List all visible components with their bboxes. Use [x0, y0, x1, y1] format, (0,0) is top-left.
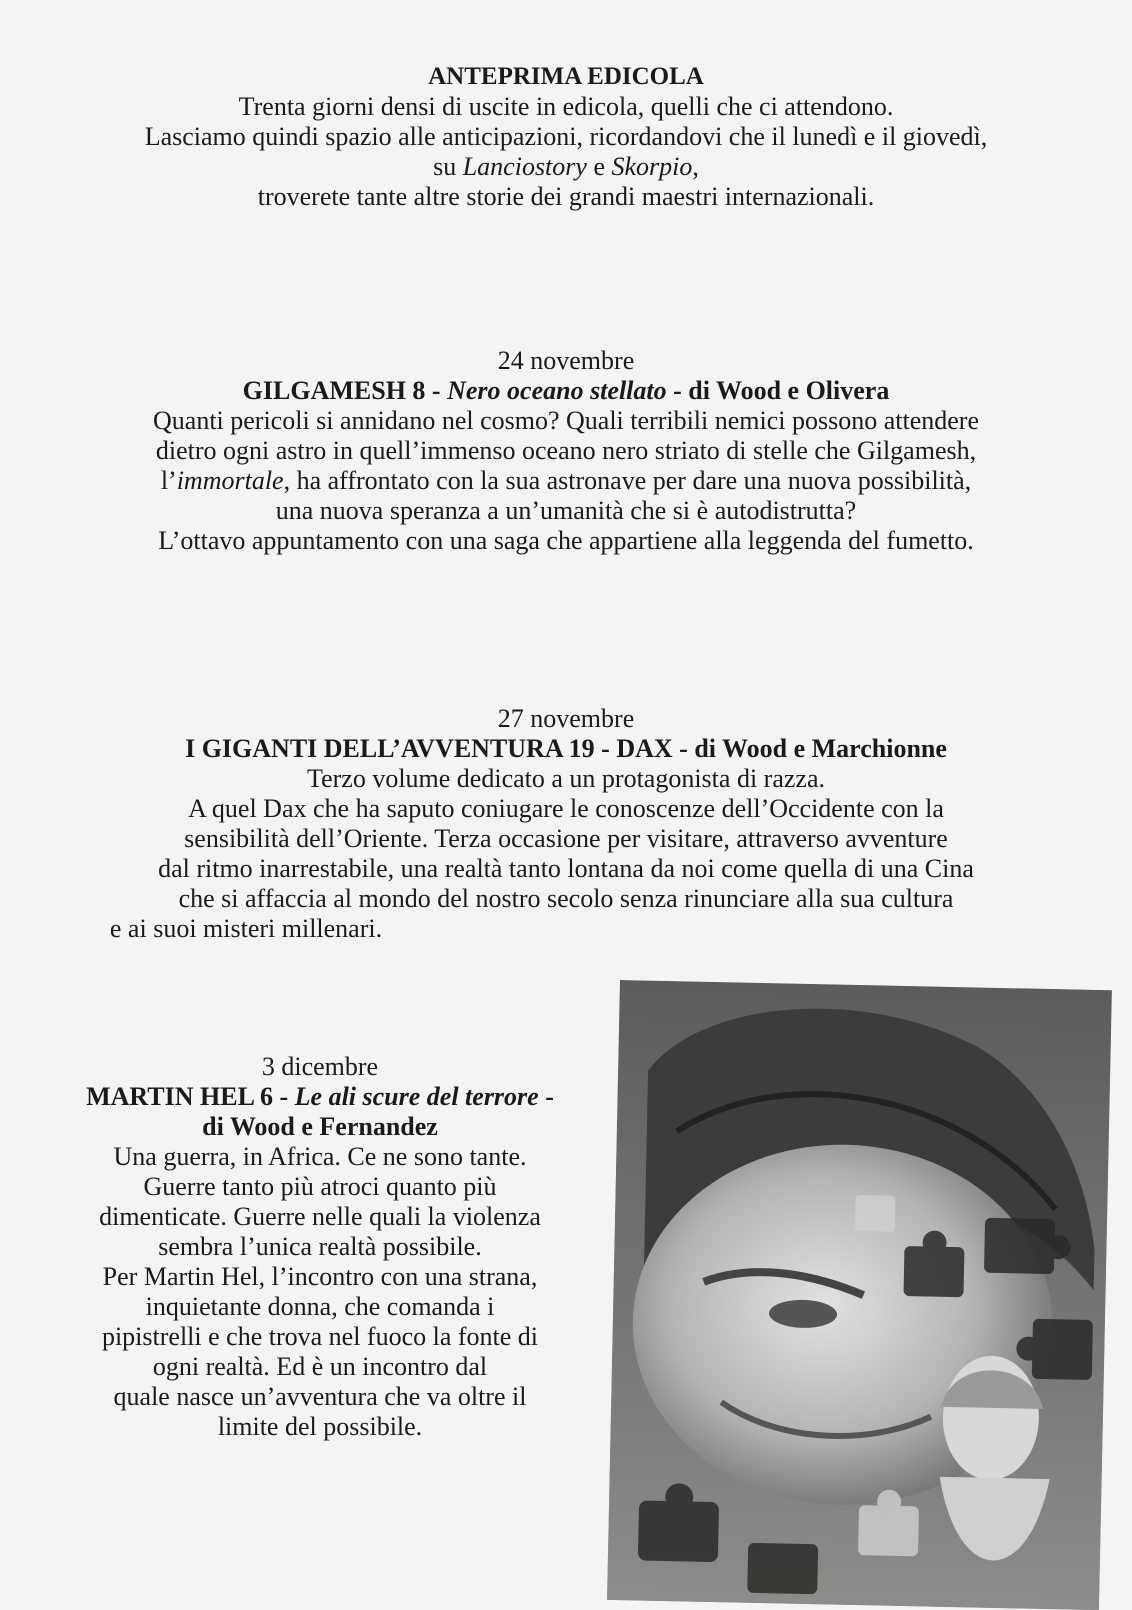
title-subtitle: Nero oceano stellato [447, 376, 667, 405]
title-subtitle: Le ali scure del terrore [294, 1082, 539, 1111]
title-dash: - [538, 1082, 554, 1111]
description-line: che si affaccia al mondo del nostro secolo senza rinunciare alla sua cultura [178, 884, 954, 913]
title-main: GILGAMESH 8 - [242, 376, 448, 405]
description-line: quale nasce un’avventura che va oltre il [113, 1382, 527, 1411]
intro-line [0, 152, 1132, 182]
release-title [20, 1082, 620, 1112]
description-line: Guerre tanto più atroci quanto più [143, 1172, 497, 1201]
intro-section [0, 62, 1132, 212]
release-date: 27 novembre [497, 704, 635, 733]
magazine-name: Skorpio [611, 152, 693, 181]
intro-text: su [433, 152, 463, 181]
title-main: MARTIN HEL 6 - [86, 1082, 295, 1111]
release-title: I GIGANTI DELL’AVVENTURA 19 - DAX - di Wood e Marchionne [185, 734, 947, 763]
description-line: pipistrelli e che trova nel fuoco la fonte di [101, 1322, 539, 1351]
emphasis: immortale [176, 466, 284, 495]
description-line: inquietante donna, che comanda i [145, 1292, 495, 1321]
title-authors: di Wood e Fernandez [202, 1112, 438, 1141]
description-line: una nuova speranza a un’umanità che si è autodistrutta? [275, 496, 857, 525]
description-line: e ai suoi misteri millenari. [109, 914, 383, 943]
intro-line: Trenta giorni densi di uscite in edicola, quelli che ci attendono. [238, 92, 894, 121]
intro-line: Lasciamo quindi spazio alle anticipazioni, ricordandovi che il lunedì e il giovedì, [144, 122, 988, 151]
description-line: Per Martin Hel, l’incontro con una strana, [102, 1262, 538, 1291]
page-title: ANTEPRIMA EDICOLA [428, 63, 704, 90]
description-line: ogni realtà. Ed è un incontro dal [152, 1352, 488, 1381]
intro-text: e [586, 152, 612, 181]
description-line: Terzo volume dedicato a un protagonista di razza. [307, 764, 825, 793]
description-line: limite del possibile. [217, 1412, 423, 1441]
gilgamesh-section [0, 346, 1132, 556]
release-date: 24 novembre [497, 346, 635, 375]
dax-section [0, 704, 1132, 944]
description-line: sembra l’unica realtà possibile. [158, 1232, 482, 1261]
description-line: dimenticate. Guerre nelle quali la violenza [99, 1202, 541, 1231]
description-line: dietro ogni astro in quell’immenso oceano nero striato di stelle che Gilgamesh, [155, 436, 977, 465]
description-line: dal ritmo inarrestabile, una realtà tanto lontana da noi come quella di una Cina [158, 854, 974, 883]
cover-illustration [607, 980, 1112, 1610]
release-date: 3 dicembre [261, 1052, 379, 1081]
intro-line: troverete tante altre storie dei grandi maestri internazionali. [257, 182, 875, 211]
description-line: sensibilità dell’Oriente. Terza occasione per visitare, attraverso avventure [184, 824, 948, 853]
description-line: L’ottavo appuntamento con una saga che appartiene alla leggenda del fumetto. [158, 526, 974, 555]
release-title [0, 376, 1132, 406]
cover-art [607, 980, 1112, 1610]
intro-text: , [692, 152, 699, 181]
description-text: , ha affrontato con la sua astronave per dare una nuova possibilità, [283, 466, 972, 495]
description-line: Una guerra, in Africa. Ce ne sono tante. [113, 1142, 527, 1171]
martin-hel-section [20, 1052, 620, 1442]
magazine-name: Lanciostory [462, 152, 587, 181]
description-line: Quanti pericoli si annidano nel cosmo? Quali terribili nemici possono attendere [153, 406, 979, 435]
description-text: l’ [160, 466, 177, 495]
title-authors: - di Wood e Olivera [666, 376, 890, 405]
description-line: A quel Dax che ha saputo coniugare le conoscenze dell’Occidente con la [188, 794, 944, 823]
description-line [0, 466, 1132, 496]
